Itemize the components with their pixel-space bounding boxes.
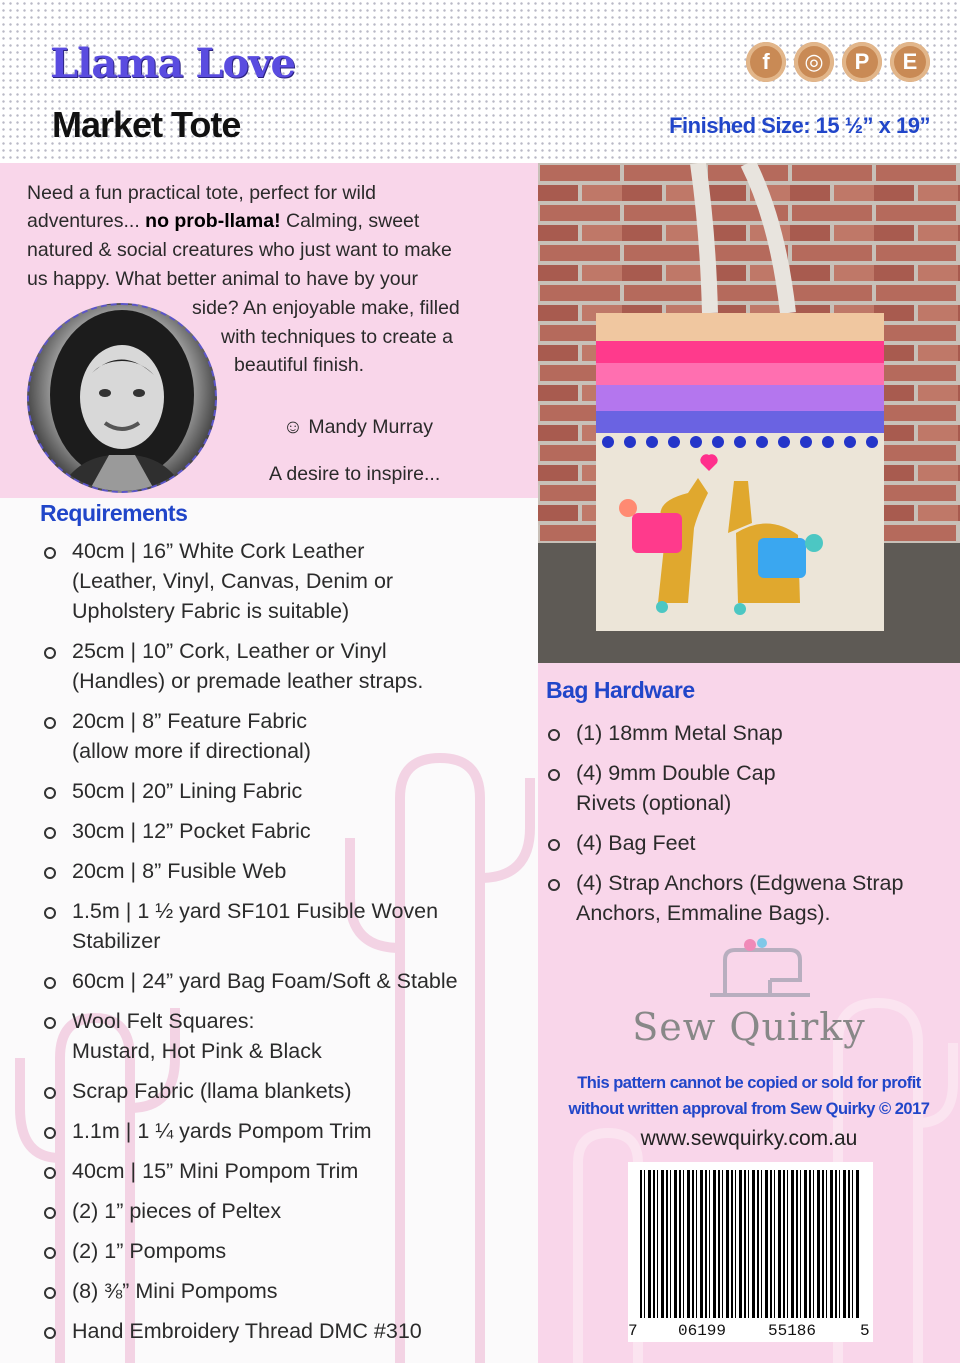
list-item: (2) 1” pieces of Peltex (72, 1199, 282, 1223)
barcode-digits-left: 06199 (678, 1322, 727, 1340)
list-item: Anchors, Emmaline Bags). (576, 901, 831, 925)
list-item: 40cm | 15” Mini Pompom Trim (72, 1159, 359, 1183)
bullet-icon (44, 1127, 56, 1139)
list-item: 25cm | 10” Cork, Leather or Vinyl (72, 639, 387, 663)
facebook-icon[interactable]: f (746, 42, 786, 82)
author-portrait (27, 303, 217, 493)
bullet-icon (44, 1167, 56, 1179)
intro-text-3: natured & social creatures who just want to make (27, 239, 452, 261)
list-item: (Leather, Vinyl, Canvas, Denim or (72, 569, 394, 593)
intro-text-5: side? An enjoyable make, filled (192, 297, 460, 319)
bullet-icon (44, 1327, 56, 1339)
tote-bag-photo (538, 163, 960, 663)
list-item: (4) Bag Feet (576, 831, 696, 855)
list-item: Scrap Fabric (llama blankets) (72, 1079, 352, 1103)
list-item: Hand Embroidery Thread DMC #310 (72, 1319, 422, 1343)
bullet-icon (44, 907, 56, 919)
copyright-notice-line2: without written approval from Sew Quirky © 2017 (568, 1100, 930, 1118)
intro-text-2: adventures... no prob-llama! Calming, sweet (27, 210, 420, 232)
intro-text-1: Need a fun practical tote, perfect for wild (27, 182, 377, 204)
requirements-panel (0, 498, 538, 1363)
bullet-icon (44, 1287, 56, 1299)
intro-text-6: with techniques to create a (221, 326, 453, 348)
bullet-icon (548, 839, 560, 851)
list-item: 20cm | 8” Feature Fabric (72, 709, 307, 733)
copyright-notice-line1: This pattern cannot be copied or sold for profit (577, 1074, 921, 1092)
bullet-icon (44, 647, 56, 659)
author-name: ☺ Mandy Murray (283, 416, 433, 438)
list-item: 50cm | 20” Lining Fabric (72, 779, 303, 803)
barcode-digit-first: 7 (628, 1322, 638, 1340)
list-item: (8) ⅜” Mini Pompoms (72, 1279, 278, 1303)
list-item: (4) 9mm Double Cap (576, 761, 776, 785)
list-item: Stabilizer (72, 929, 161, 953)
list-item: 30cm | 12” Pocket Fabric (72, 819, 311, 843)
product-photo (538, 163, 960, 663)
list-item: (Handles) or premade leather straps. (72, 669, 424, 693)
bullet-icon (548, 879, 560, 891)
bullet-icon (44, 1247, 56, 1259)
bullet-icon (44, 717, 56, 729)
bullet-icon (548, 769, 560, 781)
list-item: 40cm | 16” White Cork Leather (72, 539, 365, 563)
barcode-bars (640, 1170, 861, 1318)
bullet-icon (44, 1017, 56, 1029)
header (0, 0, 960, 163)
finished-size: Finished Size: 15 ½” x 19” (669, 113, 930, 138)
bullet-icon (548, 729, 560, 741)
bullet-icon (44, 977, 56, 989)
sew-quirky-logo: Sew Quirky (632, 1005, 866, 1049)
pattern-subtitle: Market Tote (52, 104, 241, 145)
etsy-icon[interactable]: E (890, 42, 930, 82)
website-link[interactable]: www.sewquirky.com.au (640, 1127, 858, 1150)
pinterest-icon[interactable]: P (842, 42, 882, 82)
tagline: A desire to inspire... (269, 463, 441, 485)
pattern-title: Llama Love (50, 40, 295, 87)
list-item: Upholstery Fabric is suitable) (72, 599, 350, 623)
list-item: 1.5m | 1 ½ yard SF101 Fusible Woven (72, 899, 439, 923)
intro-text-7: beautiful finish. (234, 354, 365, 376)
list-item: Wool Felt Squares: (72, 1009, 255, 1033)
list-item: 20cm | 8” Fusible Web (72, 859, 287, 883)
sewing-machine-icon (700, 935, 820, 1005)
portrait-image (29, 305, 215, 491)
list-item: (allow more if directional) (72, 739, 311, 763)
instagram-icon[interactable]: ◎ (794, 42, 834, 82)
list-item: (2) 1” Pompoms (72, 1239, 227, 1263)
intro-text-4: us happy. What better animal to have by your (27, 268, 418, 290)
bullet-icon (44, 1087, 56, 1099)
bullet-icon (44, 867, 56, 879)
list-item: 60cm | 24” yard Bag Foam/Soft & Stable (72, 969, 458, 993)
bullet-icon (44, 547, 56, 559)
barcode (628, 1162, 873, 1342)
list-item: Mustard, Hot Pink & Black (72, 1039, 322, 1063)
list-item: Rivets (optional) (576, 791, 732, 815)
list-item: 1.1m | 1 ¼ yards Pompom Trim (72, 1119, 372, 1143)
bullet-icon (44, 787, 56, 799)
barcode-digits-right: 55186 (768, 1322, 817, 1340)
bullet-icon (44, 827, 56, 839)
bullet-icon (44, 1207, 56, 1219)
requirements-heading: Requirements (40, 500, 188, 526)
list-item: (1) 18mm Metal Snap (576, 721, 783, 745)
barcode-digit-last: 5 (860, 1322, 870, 1340)
list-item: (4) Strap Anchors (Edgwena Strap (576, 871, 904, 895)
hardware-heading: Bag Hardware (546, 677, 695, 703)
social-icons (746, 42, 930, 82)
intro-emphasis: no prob-llama! (145, 210, 281, 232)
